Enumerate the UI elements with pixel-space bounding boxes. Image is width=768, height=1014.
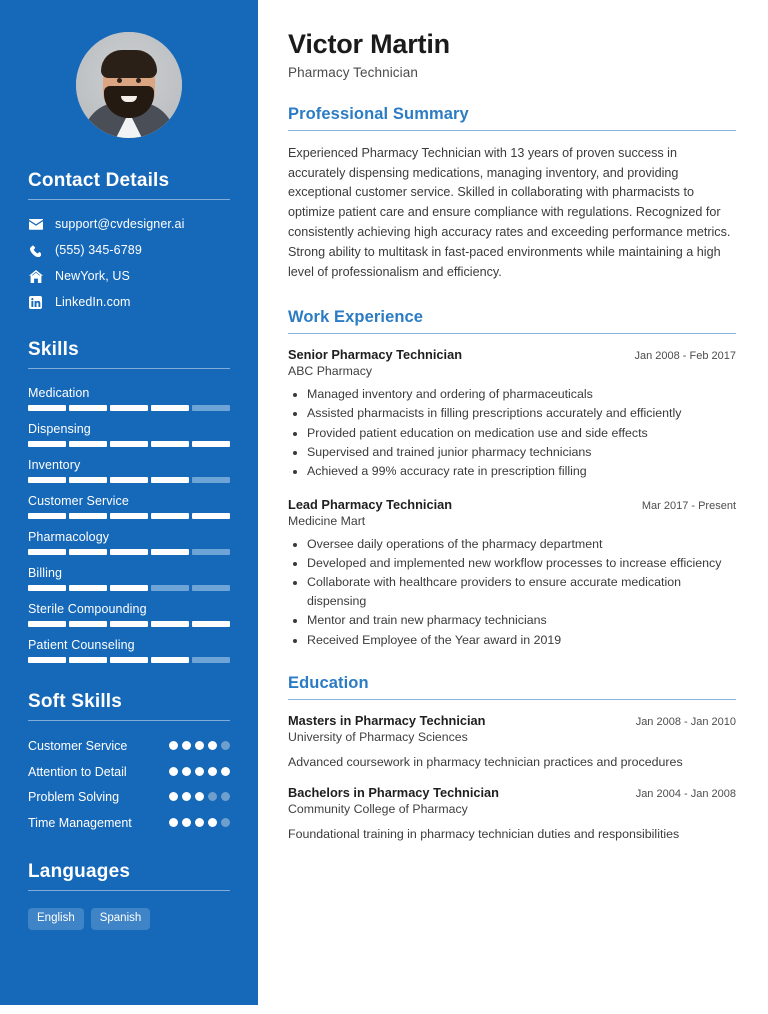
soft-skill-name: Time Management [28, 815, 132, 830]
skill-bar-segment [110, 405, 148, 411]
skill-name: Pharmacology [28, 530, 110, 544]
soft-skills-divider [28, 720, 230, 721]
skill-bar-segment [69, 549, 107, 555]
rating-dot [182, 741, 191, 750]
skill-bar-segment [69, 513, 107, 519]
bullet-item: • Collaborate with healthcare providers to ensure accurate medication dispensing [307, 573, 736, 610]
soft-skill-row [28, 764, 230, 781]
language-tag: Spanish [91, 908, 151, 930]
contact-details-divider [28, 199, 230, 200]
skill-bar-segment [28, 441, 66, 447]
skill-name: Billing [28, 566, 63, 580]
rating-dot [169, 818, 178, 827]
language-tag: English [28, 908, 84, 930]
skill-bar-segment [151, 441, 189, 447]
skill-bar-segment [69, 657, 107, 663]
skill-item [28, 494, 230, 519]
page-title: Victor Martin [288, 29, 450, 59]
soft-skill-rating-dots [169, 764, 230, 776]
work-entry [288, 347, 736, 481]
bullet-item: • Received Employee of the Year award in 2019 [307, 631, 736, 649]
professional-summary-heading: Professional Summary [288, 104, 469, 123]
languages-tag-list [28, 908, 230, 930]
soft-skill-rating-dots [169, 738, 230, 750]
education-entry [288, 713, 736, 772]
work-entry-title: Lead Pharmacy Technician [288, 496, 453, 512]
skill-item [28, 458, 230, 483]
professional-summary-text: Experienced Pharmacy Technician with 13 years of proven success in accurately dispensing medications, managing inventory, and providing exceptional customer service. Skilled in collaborating with pharmacists to optimize patient care and ensure compliance with regulations. Recognized for consistently achieving high accuracy rates and exceeding performance metrics. Strong ability to multitask in fast-paced environments while maintaining a high level of professionalism and efficiency. [288, 145, 731, 280]
rating-dot [221, 741, 230, 750]
skill-item [28, 422, 230, 447]
contact-row[interactable] [28, 243, 230, 257]
bullet-item: • Mentor and train new pharmacy technicians [307, 611, 736, 629]
contact-value: LinkedIn.com [55, 295, 131, 309]
skill-name: Sterile Compounding [28, 602, 147, 616]
skill-name: Medication [28, 386, 90, 400]
work-entry-header [288, 347, 736, 362]
skill-level-bar [28, 477, 230, 483]
soft-skill-rating-dots [169, 789, 230, 801]
contact-row[interactable] [28, 295, 230, 309]
education-entry-institution: Community College of Pharmacy [288, 802, 468, 817]
skill-bar-segment [151, 657, 189, 663]
avatar [76, 32, 182, 138]
bullet-item: • Developed and implemented new workflow processes to increase efficiency [307, 554, 736, 572]
rating-dot [169, 767, 178, 776]
soft-skill-name: Customer Service [28, 739, 128, 753]
contact-row[interactable] [28, 269, 230, 283]
rating-dot [182, 818, 191, 827]
skills-heading: Skills [28, 339, 79, 360]
skill-bar-segment [28, 477, 66, 483]
sidebar [0, 0, 258, 1005]
professional-summary-divider [288, 130, 736, 131]
soft-skill-name: Problem Solving [28, 790, 120, 804]
skill-level-bar [28, 621, 230, 627]
skills-list [28, 386, 230, 663]
rating-dot [221, 818, 230, 827]
skill-bar-segment [69, 585, 107, 591]
skill-bar-segment [192, 477, 230, 483]
skill-bar-segment [192, 513, 230, 519]
envelope-icon [28, 219, 43, 230]
education-entry-degree: Bachelors in Pharmacy Technician [288, 785, 499, 801]
skill-bar-segment [192, 405, 230, 411]
skill-level-bar [28, 405, 230, 411]
work-entry-date: Mar 2017 - Present [641, 499, 736, 512]
contact-list [28, 217, 230, 309]
job-role-subtitle: Pharmacy Technician [288, 64, 418, 80]
skill-bar-segment [151, 549, 189, 555]
skill-item [28, 602, 230, 627]
skill-name: Patient Counseling [28, 638, 135, 652]
skill-level-bar [28, 585, 230, 591]
bullet-item: • Provided patient education on medication use and side effects [307, 424, 736, 442]
soft-skill-rating-dots [169, 815, 230, 827]
rating-dot [169, 792, 178, 801]
avatar-hair [101, 50, 157, 78]
work-experience-heading: Work Experience [288, 307, 424, 326]
skill-level-bar [28, 549, 230, 555]
skill-bar-segment [28, 657, 66, 663]
work-experience-list [288, 347, 736, 649]
skill-bar-segment [28, 549, 66, 555]
skill-bar-segment [110, 657, 148, 663]
work-entry-company: Medicine Mart [288, 513, 366, 528]
main-column [258, 0, 768, 1014]
rating-dot [195, 792, 204, 801]
work-entry-header [288, 497, 736, 512]
skill-bar-segment [69, 441, 107, 447]
rating-dot [208, 741, 217, 750]
skill-item [28, 530, 230, 555]
skill-level-bar [28, 441, 230, 447]
skill-bar-segment [110, 441, 148, 447]
education-entry-date: Jan 2004 - Jan 2008 [635, 788, 736, 801]
contact-value: support@cvdesigner.ai [55, 217, 185, 231]
soft-skills-heading: Soft Skills [28, 691, 123, 712]
phone-icon [28, 243, 43, 257]
home-icon [28, 270, 43, 283]
contact-row[interactable] [28, 217, 230, 231]
skill-bar-segment [151, 405, 189, 411]
skill-bar-segment [110, 477, 148, 483]
skill-bar-segment [69, 405, 107, 411]
rating-dot [169, 741, 178, 750]
soft-skill-row [28, 738, 230, 755]
education-entry-header [288, 785, 736, 800]
skill-bar-segment [69, 477, 107, 483]
rating-dot [195, 818, 204, 827]
skill-bar-segment [28, 513, 66, 519]
skill-level-bar [28, 657, 230, 663]
skill-bar-segment [69, 621, 107, 627]
section-education [288, 674, 736, 844]
education-entry-description: Foundational training in pharmacy technician duties and responsibilities [288, 827, 680, 842]
skills-divider [28, 368, 230, 369]
education-divider [288, 699, 736, 700]
skill-bar-segment [151, 477, 189, 483]
soft-skill-name: Attention to Detail [28, 764, 127, 779]
skill-name: Customer Service [28, 494, 129, 508]
skill-bar-segment [110, 585, 148, 591]
education-entry-description: Advanced coursework in pharmacy technician practices and procedures [288, 754, 683, 769]
contact-details-heading: Contact Details [28, 170, 170, 191]
education-entry-date: Jan 2008 - Jan 2010 [635, 715, 736, 728]
work-entry-date: Jan 2008 - Feb 2017 [634, 349, 736, 362]
skill-bar-segment [151, 585, 189, 591]
rating-dot [208, 767, 217, 776]
bullet-item: • Managed inventory and ordering of pharmaceuticals [307, 385, 736, 403]
education-list [288, 713, 736, 844]
languages-heading: Languages [28, 861, 131, 882]
rating-dot [182, 767, 191, 776]
education-entry-header [288, 713, 736, 728]
rating-dot [195, 741, 204, 750]
work-entry-company: ABC Pharmacy [288, 363, 373, 378]
rating-dot [208, 792, 217, 801]
skill-bar-segment [110, 621, 148, 627]
soft-skill-row [28, 789, 230, 806]
rating-dot [221, 767, 230, 776]
skill-bar-segment [110, 549, 148, 555]
soft-skill-row [28, 815, 230, 832]
education-entry [288, 785, 736, 844]
skill-bar-segment [28, 405, 66, 411]
skill-bar-segment [28, 585, 66, 591]
contact-value: NewYork, US [55, 269, 130, 283]
education-heading: Education [288, 673, 369, 692]
bullet-item: • Supervised and trained junior pharmacy technicians [307, 443, 736, 461]
skill-bar-segment [192, 441, 230, 447]
rating-dot [208, 818, 217, 827]
work-entry-title: Senior Pharmacy Technician [288, 346, 463, 362]
section-work-experience [288, 308, 736, 649]
avatar-wrap [28, 32, 230, 138]
skill-item [28, 386, 230, 411]
avatar-eye-left [117, 78, 122, 83]
skill-bar-segment [192, 585, 230, 591]
skill-bar-segment [192, 621, 230, 627]
bullet-item: • Oversee daily operations of the pharmacy department [307, 535, 736, 553]
skill-bar-segment [151, 513, 189, 519]
education-entry-institution: University of Pharmacy Sciences [288, 729, 468, 744]
skill-level-bar [28, 513, 230, 519]
linkedin-icon [28, 296, 43, 309]
skill-name: Inventory [28, 458, 81, 472]
skill-item [28, 638, 230, 663]
skill-bar-segment [151, 621, 189, 627]
contact-value: (555) 345-6789 [55, 243, 142, 257]
rating-dot [195, 767, 204, 776]
bullet-item: • Assisted pharmacists in filling prescriptions accurately and efficiently [307, 404, 736, 422]
work-entry-bullets [288, 535, 736, 649]
section-professional-summary [288, 105, 736, 283]
skill-item [28, 566, 230, 591]
bullet-item: • Achieved a 99% accuracy rate in prescription filling [307, 462, 736, 480]
skill-name: Dispensing [28, 422, 91, 436]
work-entry-bullets [288, 385, 736, 481]
rating-dot [182, 792, 191, 801]
languages-divider [28, 890, 230, 891]
skill-bar-segment [192, 657, 230, 663]
work-experience-divider [288, 333, 736, 334]
soft-skills-list [28, 738, 230, 831]
rating-dot [221, 792, 230, 801]
work-entry [288, 497, 736, 649]
avatar-eye-right [136, 78, 141, 83]
education-entry-degree: Masters in Pharmacy Technician [288, 712, 486, 728]
skill-bar-segment [110, 513, 148, 519]
skill-bar-segment [28, 621, 66, 627]
skill-bar-segment [192, 549, 230, 555]
